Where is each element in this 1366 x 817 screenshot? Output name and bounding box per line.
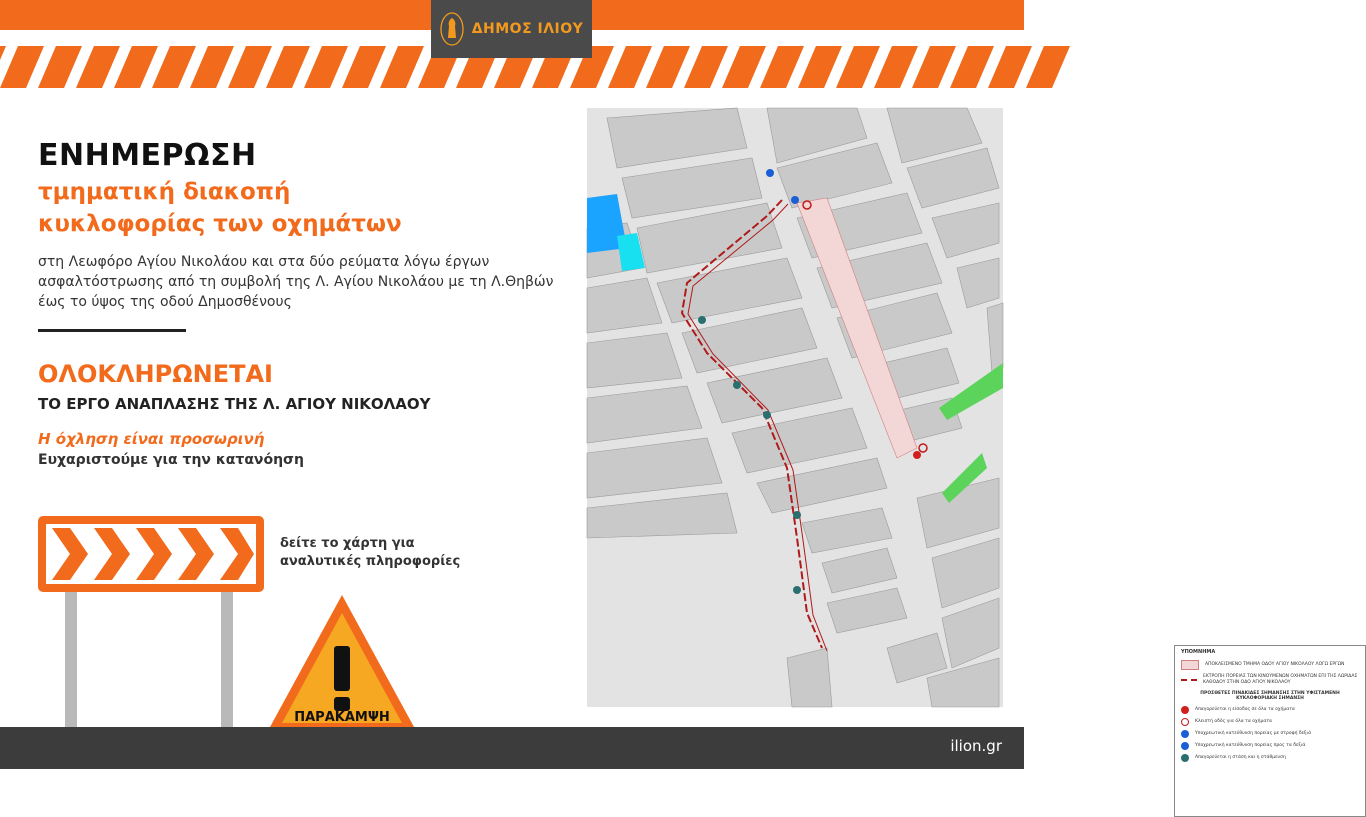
- legend-detour-label: ΕΚΤΡΟΠΗ ΠΟΡΕΙΑΣ ΤΩΝ ΚΙΝΟΥΜΕΝΩΝ ΟΧΗΜΑΤΩΝ ΕΠΙ ΤΗΣ ΛΩΡΙΔΑΣ ΚΑΘΟΔΟΥ ΣΤΗΝ ΟΔΟ ΑΓΙΟΥ ΝΙΚΟΛΑΟΥ: [1203, 674, 1358, 685]
- legend-row-sign5: [1175, 752, 1365, 764]
- closed-road-icon: [1181, 718, 1189, 726]
- no-parking-icon: [1181, 754, 1189, 762]
- legend-row-detour: [1175, 672, 1365, 688]
- divider: [38, 329, 186, 332]
- turn-right-icon: [1181, 730, 1189, 738]
- logo-text: ΔΗΜΟΣ ΙΛΙΟΥ: [471, 21, 584, 37]
- legend-row-sign3: [1175, 728, 1365, 740]
- temporary-note: Η όχληση είναι προσωρινή: [38, 430, 265, 448]
- subtitle-line-1: τμηματική διακοπή: [38, 179, 291, 205]
- chevron-sign-icon: [38, 516, 268, 735]
- legend-sign4-label: Υποχρεωτική κατεύθυνση πορείας προς τα δεξιά: [1195, 743, 1306, 748]
- legend-signs-header: ΠΡΟΣΘΕΤΕΣ ΠΙΝΑΚΙΔΕΣ ΣΗΜΑΝΣΗΣ ΣΤΗΝ ΥΦΙΣΤΑΜΕΝΗ ΚΥΚΛΟΦΟΡΙΑΚΗ ΣΗΜΑΝΣΗ: [1200, 691, 1340, 701]
- legend-row-sign4: [1175, 740, 1365, 752]
- legend-row-sign2: [1175, 716, 1365, 728]
- no-entry-icon: [1181, 706, 1189, 714]
- see-map-note: δείτε το χάρτη για αναλυτικές πληροφορίες: [280, 536, 461, 569]
- thanks-note: Ευχαριστούμε για την κατανόηση: [38, 452, 304, 468]
- legend-sign3-label: Υποχρεωτική κατεύθυνση πορείας με στροφή δεξιά: [1195, 731, 1312, 736]
- completion-heading: ΟΛΟΚΛΗΡΩΝΕΤΑΙ: [38, 360, 273, 388]
- keep-right-icon: [1181, 742, 1189, 750]
- closed-section-swatch: [1181, 660, 1199, 670]
- page-title: ΕΝΗΜΕΡΩΣΗ: [38, 138, 257, 173]
- site-link[interactable]: ilion.gr: [950, 737, 1002, 755]
- footer-bar: [0, 727, 1024, 769]
- subtitle-line-2: κυκλοφορίας των οχημάτων: [38, 211, 402, 237]
- legend-title: ΥΠΟΜΝΗΜΑ: [1181, 649, 1216, 655]
- municipality-logo[interactable]: [431, 0, 592, 58]
- description: στη Λεωφόρο Αγίου Νικολάου και στα δύο ρεύματα λόγω έργων ασφαλτόστρωσης από τη συμβολή της Λ. Αγίου Νικολάου με τη Λ.Θηβών έως το ύψος της οδού Δημοσθένους: [38, 254, 554, 310]
- legend-row-closed: [1175, 658, 1365, 672]
- legend-sign5-label: Απαγορεύεται η στάση και η στάθμευση: [1195, 755, 1286, 760]
- subtitle: [38, 176, 558, 240]
- legend-closed-label: ΑΠΟΚΛΕΙΣΜΕΝΟ ΤΜΗΜΑ ΟΔΟΥ ΑΓΙΟΥ ΝΙΚΟΛΑΟΥ ΛΟΓΩ ΕΡΓΩΝ: [1205, 662, 1345, 667]
- legend-row-sign1: [1175, 704, 1365, 716]
- legend-sign2-label: Κλειστή οδός για όλα τα οχήματα: [1195, 719, 1272, 724]
- seal-icon: [440, 12, 464, 46]
- detour-label: ΠΑΡΑΚΑΜΨΗ: [294, 710, 390, 725]
- legend-sign1-label: Απαγορεύεται η είσοδος σε όλα τα οχήματα: [1195, 707, 1295, 712]
- map-legend: [1174, 645, 1366, 817]
- detour-swatch: [1181, 679, 1197, 681]
- project-line: ΤΟ ΕΡΓΟ ΑΝΑΠΛΑΣΗΣ ΤΗΣ Λ. ΑΓΙΟΥ ΝΙΚΟΛΑΟΥ: [38, 395, 431, 413]
